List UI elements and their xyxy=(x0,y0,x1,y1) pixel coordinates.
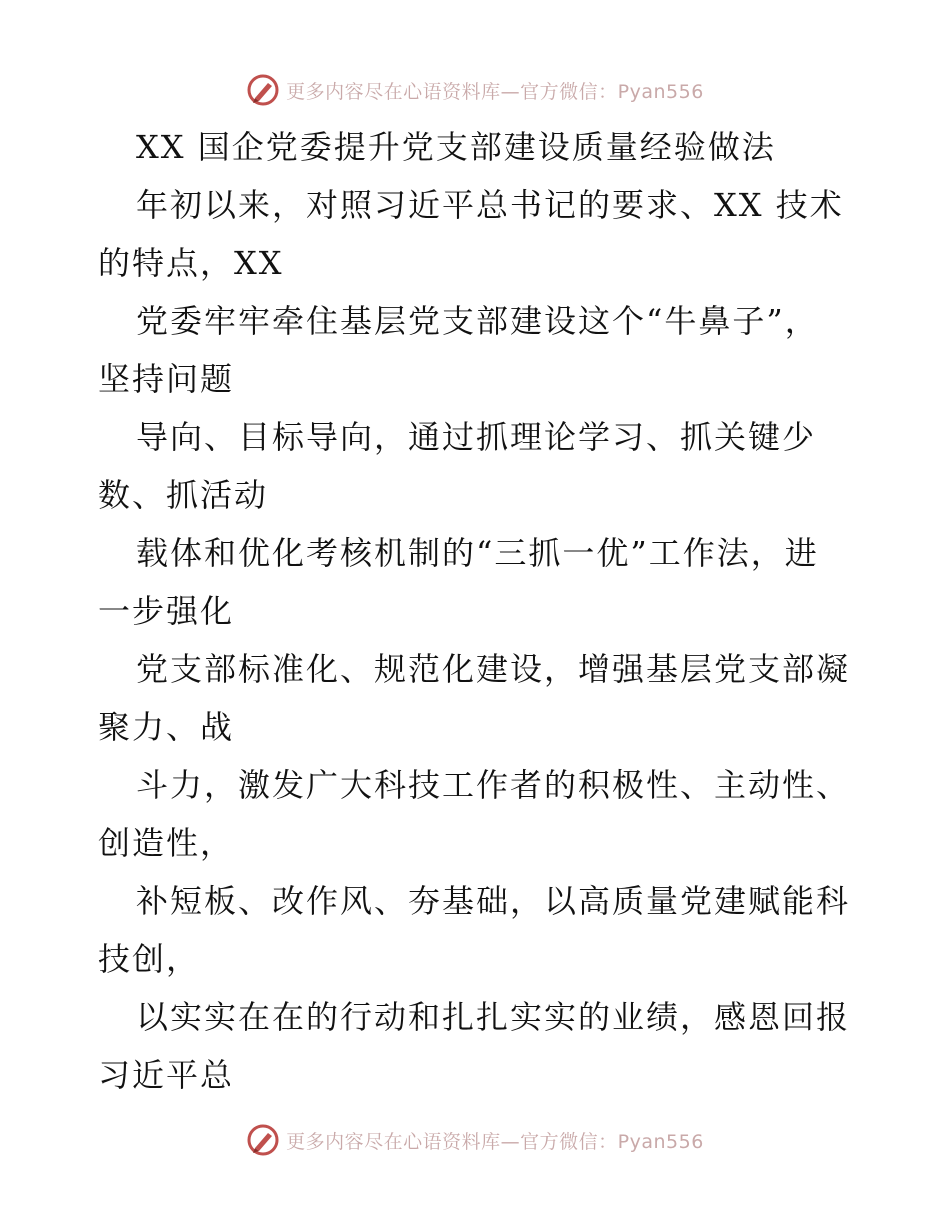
text-line: 载体和优化考核机制的“三抓一优”工作法，进 xyxy=(136,534,819,572)
text-line: 坚持问题 xyxy=(98,360,235,398)
text-line: 一步强化 xyxy=(98,592,235,630)
watermark-footer xyxy=(0,1120,950,1160)
pen-logo-icon xyxy=(246,73,280,107)
watermark-text: 更多内容尽在心语资料库—官方微信：Pyan556 xyxy=(286,1130,704,1153)
document-body xyxy=(98,118,858,1104)
text-line: 以实实在在的行动和扎扎实实的业绩，感恩回报 xyxy=(136,998,851,1036)
pen-logo-icon xyxy=(246,1123,280,1157)
text-line: 习近平总 xyxy=(98,1056,235,1094)
text-line: 补短板、改作风、夯基础，以高质量党建赋能科 xyxy=(136,882,851,920)
text-line: 的特点，XX xyxy=(98,244,284,282)
document-title: XX 国企党委提升党支部建设质量经验做法 xyxy=(136,128,776,166)
text-line: 创造性， xyxy=(98,824,235,862)
watermark-header xyxy=(0,70,950,110)
text-line: 党委牢牢牵住基层党支部建设这个“牛鼻子”， xyxy=(136,302,819,340)
text-line: 技创， xyxy=(98,940,201,978)
text-line: 年初以来，对照习近平总书记的要求、XX 技术 xyxy=(136,186,844,224)
text-line: 导向、目标导向，通过抓理论学习、抓关键少 xyxy=(136,418,817,456)
text-line: 聚力、战 xyxy=(98,708,235,746)
watermark-text: 更多内容尽在心语资料库—官方微信：Pyan556 xyxy=(286,80,704,103)
text-line: 党支部标准化、规范化建设，增强基层党支部凝 xyxy=(136,650,851,688)
text-line: 数、抓活动 xyxy=(98,476,269,514)
text-line: 斗力，激发广大科技工作者的积极性、主动性、 xyxy=(136,766,851,804)
